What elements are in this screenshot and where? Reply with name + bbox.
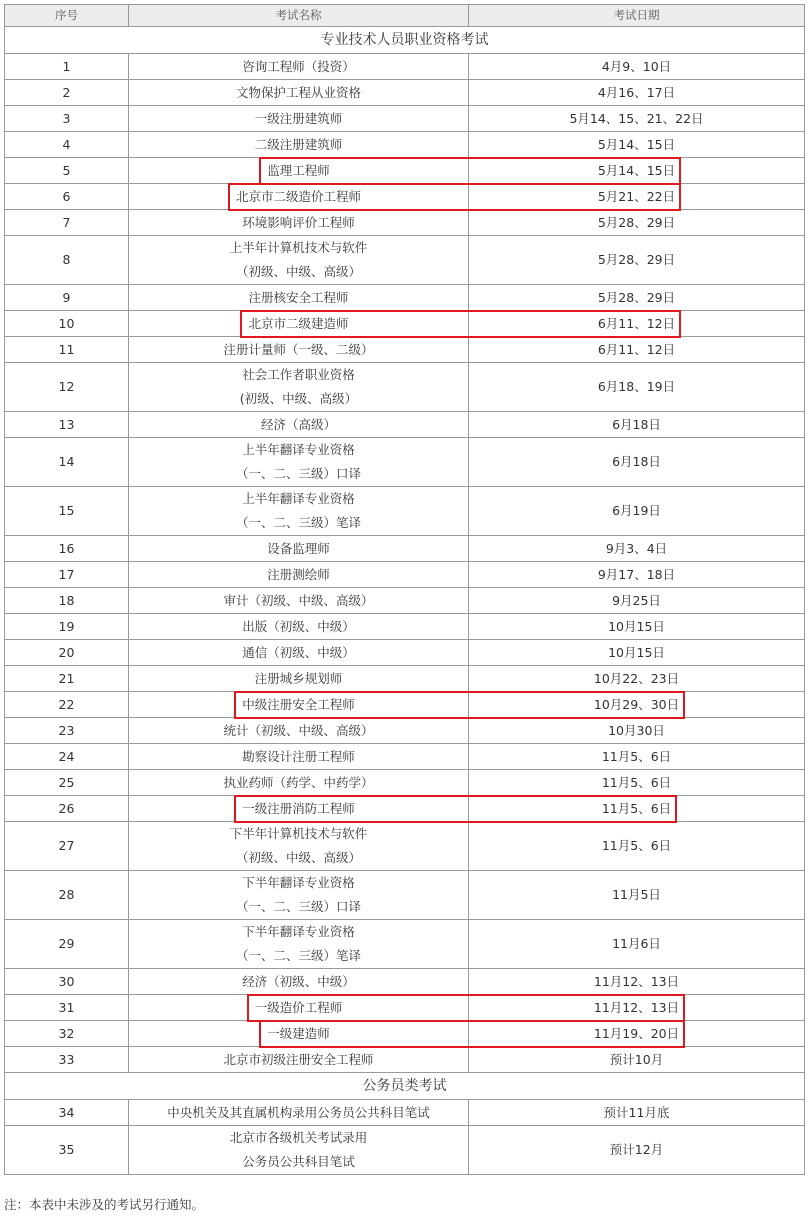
section-title: 专业技术人员职业资格考试 xyxy=(5,27,805,54)
table-row xyxy=(5,412,805,438)
table-row xyxy=(5,363,805,412)
serial-number-cell: 8 xyxy=(5,236,129,285)
exam-date-cell: 10月30日 xyxy=(469,718,805,744)
exam-date-cell: 4月16、17日 xyxy=(469,80,805,106)
table-row xyxy=(5,822,805,871)
exam-name-cell xyxy=(129,337,469,363)
exam-name-line: 社会工作者职业资格 xyxy=(242,367,355,382)
exam-name-cell xyxy=(129,744,469,770)
table-row xyxy=(5,1047,805,1073)
exam-name-cell xyxy=(129,640,469,666)
exam-name-line: （初级、中级、高级） xyxy=(235,264,361,279)
serial-number-cell: 3 xyxy=(5,106,129,132)
exam-date-cell: 6月19日 xyxy=(469,487,805,536)
exam-name-cell xyxy=(129,969,469,995)
exam-date-cell: 9月3、4日 xyxy=(469,536,805,562)
footnote: 注：本表中未涉及的考试另行通知。 xyxy=(4,1197,205,1212)
exam-date-cell: 11月5、6日 xyxy=(469,822,805,871)
exam-name-cell xyxy=(129,796,469,822)
serial-number-cell: 2 xyxy=(5,80,129,106)
exam-name-line: 北京市初级注册安全工程师 xyxy=(223,1051,374,1067)
exam-date-cell: 6月18日 xyxy=(469,412,805,438)
exam-name-line: 一级造价工程师 xyxy=(254,999,343,1015)
exam-schedule-table xyxy=(4,4,805,1175)
table-row xyxy=(5,744,805,770)
exam-name-cell xyxy=(129,692,469,718)
section-title: 公务员类考试 xyxy=(5,1073,805,1100)
exam-name-cell xyxy=(129,588,469,614)
serial-number-cell: 21 xyxy=(5,666,129,692)
exam-name-cell xyxy=(129,614,469,640)
exam-date-cell: 5月14、15日 xyxy=(469,158,805,184)
serial-number-cell: 7 xyxy=(5,210,129,236)
exam-name-line: (初级、中级、高级） xyxy=(239,391,358,406)
exam-date-cell: 10月22、23日 xyxy=(469,666,805,692)
table-row xyxy=(5,54,805,80)
exam-date-cell: 11月5、6日 xyxy=(469,770,805,796)
serial-number-cell: 22 xyxy=(5,692,129,718)
serial-number-cell: 31 xyxy=(5,995,129,1021)
table-row xyxy=(5,995,805,1021)
exam-name-line: 北京市二级造价工程师 xyxy=(235,188,361,204)
exam-name-line: （一、二、三级）口译 xyxy=(235,466,361,481)
exam-date-cell: 11月12、13日 xyxy=(469,995,805,1021)
exam-date-cell: 5月14、15日 xyxy=(469,132,805,158)
table-body xyxy=(5,27,805,1175)
serial-number-cell: 34 xyxy=(5,1100,129,1126)
serial-number-cell: 6 xyxy=(5,184,129,210)
table-row xyxy=(5,236,805,285)
serial-number-cell: 28 xyxy=(5,871,129,920)
table-row xyxy=(5,487,805,536)
exam-date-cell: 11月6日 xyxy=(469,920,805,969)
exam-name-line: 一级建造师 xyxy=(267,1025,330,1041)
exam-name-line: 经济（初级、中级） xyxy=(242,973,355,989)
exam-date-cell: 10月15日 xyxy=(469,640,805,666)
exam-date-cell: 11月19、20日 xyxy=(469,1021,805,1047)
section-header-row xyxy=(5,27,805,54)
table-row xyxy=(5,210,805,236)
exam-name-cell xyxy=(129,1126,469,1175)
serial-number-cell: 20 xyxy=(5,640,129,666)
table-row xyxy=(5,796,805,822)
exam-date-cell: 6月11、12日 xyxy=(469,337,805,363)
exam-date-cell: 5月28、29日 xyxy=(469,210,805,236)
exam-date-cell: 6月18日 xyxy=(469,438,805,487)
table-row xyxy=(5,588,805,614)
exam-name-cell xyxy=(129,80,469,106)
exam-name-cell xyxy=(129,54,469,80)
exam-date-cell: 9月25日 xyxy=(469,588,805,614)
exam-name-cell xyxy=(129,158,469,184)
table-row xyxy=(5,337,805,363)
table-header-row xyxy=(5,5,805,27)
exam-name-line: 经济（高级） xyxy=(260,416,336,432)
serial-number-cell: 10 xyxy=(5,311,129,337)
table-row xyxy=(5,285,805,311)
exam-name-line: 公务员公共科目笔试 xyxy=(242,1154,355,1169)
exam-date-cell: 预计11月底 xyxy=(469,1100,805,1126)
table-row xyxy=(5,770,805,796)
exam-date-cell: 预计10月 xyxy=(469,1047,805,1073)
serial-number-cell: 9 xyxy=(5,285,129,311)
exam-name-line: 环境影响评价工程师 xyxy=(242,214,355,230)
exam-name-line: （一、二、三级）笔译 xyxy=(235,948,361,963)
serial-number-cell: 19 xyxy=(5,614,129,640)
table-row xyxy=(5,106,805,132)
exam-date-cell: 11月5、6日 xyxy=(469,744,805,770)
serial-number-cell: 17 xyxy=(5,562,129,588)
serial-number-cell: 32 xyxy=(5,1021,129,1047)
table-row xyxy=(5,311,805,337)
table-row xyxy=(5,1021,805,1047)
exam-date-cell: 5月14、15、21、22日 xyxy=(469,106,805,132)
exam-date-cell: 预计12月 xyxy=(469,1126,805,1175)
exam-name-cell xyxy=(129,822,469,871)
serial-number-cell: 27 xyxy=(5,822,129,871)
exam-date-cell: 5月28、29日 xyxy=(469,285,805,311)
exam-name-line: 北京市各级机关考试录用 xyxy=(229,1130,368,1145)
exam-name-line: 上半年翻译专业资格 xyxy=(242,442,355,457)
exam-name-line: （一、二、三级）口译 xyxy=(235,899,361,914)
header-exam-name: 考试名称 xyxy=(129,5,469,27)
exam-name-cell xyxy=(129,285,469,311)
exam-name-cell xyxy=(129,311,469,337)
exam-date-cell: 5月28、29日 xyxy=(469,236,805,285)
serial-number-cell: 25 xyxy=(5,770,129,796)
exam-name-line: 中央机关及其直属机构录用公务员公共科目笔试 xyxy=(167,1104,430,1120)
exam-name-cell xyxy=(129,1047,469,1073)
exam-name-cell xyxy=(129,995,469,1021)
header-exam-date: 考试日期 xyxy=(469,5,805,27)
exam-name-cell xyxy=(129,718,469,744)
exam-name-line: 审计（初级、中级、高级） xyxy=(223,592,374,608)
exam-name-line: 注册测绘师 xyxy=(267,566,330,582)
table-row xyxy=(5,920,805,969)
exam-name-cell xyxy=(129,363,469,412)
exam-name-line: 下半年计算机技术与软件 xyxy=(229,826,368,841)
serial-number-cell: 26 xyxy=(5,796,129,822)
table-row xyxy=(5,80,805,106)
exam-name-line: 勘察设计注册工程师 xyxy=(242,748,355,764)
serial-number-cell: 24 xyxy=(5,744,129,770)
exam-name-line: 上半年计算机技术与软件 xyxy=(229,240,368,255)
exam-name-line: 北京市二级建造师 xyxy=(248,315,349,331)
serial-number-cell: 16 xyxy=(5,536,129,562)
table-row xyxy=(5,132,805,158)
exam-name-line: 上半年翻译专业资格 xyxy=(242,491,355,506)
serial-number-cell: 5 xyxy=(5,158,129,184)
exam-name-cell xyxy=(129,184,469,210)
table-row xyxy=(5,158,805,184)
table-row xyxy=(5,666,805,692)
serial-number-cell: 1 xyxy=(5,54,129,80)
serial-number-cell: 35 xyxy=(5,1126,129,1175)
exam-name-cell xyxy=(129,487,469,536)
exam-name-line: （初级、中级、高级） xyxy=(235,850,361,865)
table-row xyxy=(5,718,805,744)
serial-number-cell: 30 xyxy=(5,969,129,995)
exam-name-cell xyxy=(129,1021,469,1047)
exam-name-cell xyxy=(129,236,469,285)
serial-number-cell: 29 xyxy=(5,920,129,969)
table-row xyxy=(5,969,805,995)
exam-name-line: 下半年翻译专业资格 xyxy=(242,875,355,890)
exam-name-cell xyxy=(129,871,469,920)
serial-number-cell: 13 xyxy=(5,412,129,438)
serial-number-cell: 33 xyxy=(5,1047,129,1073)
exam-date-cell: 11月5、6日 xyxy=(469,796,805,822)
exam-name-line: 中级注册安全工程师 xyxy=(242,696,355,712)
exam-name-cell xyxy=(129,1100,469,1126)
exam-name-cell xyxy=(129,770,469,796)
serial-number-cell: 4 xyxy=(5,132,129,158)
exam-name-line: 执业药师（药学、中药学） xyxy=(223,774,374,790)
table-row xyxy=(5,1100,805,1126)
exam-date-cell: 6月11、12日 xyxy=(469,311,805,337)
exam-name-cell xyxy=(129,132,469,158)
exam-name-line: 注册计量师（一级、二级） xyxy=(223,341,374,357)
table-row xyxy=(5,562,805,588)
exam-name-line: 咨询工程师（投资） xyxy=(242,58,355,74)
table-row xyxy=(5,438,805,487)
exam-name-cell xyxy=(129,106,469,132)
exam-name-cell xyxy=(129,562,469,588)
exam-name-cell xyxy=(129,210,469,236)
exam-name-line: 监理工程师 xyxy=(267,162,330,178)
exam-name-line: 二级注册建筑师 xyxy=(254,136,343,152)
exam-name-cell xyxy=(129,536,469,562)
section-header-row xyxy=(5,1073,805,1100)
exam-name-line: 下半年翻译专业资格 xyxy=(242,924,355,939)
exam-date-cell: 11月12、13日 xyxy=(469,969,805,995)
exam-name-line: 注册城乡规划师 xyxy=(254,670,343,686)
serial-number-cell: 11 xyxy=(5,337,129,363)
exam-date-cell: 10月15日 xyxy=(469,614,805,640)
serial-number-cell: 14 xyxy=(5,438,129,487)
table-row xyxy=(5,640,805,666)
exam-name-line: 设备监理师 xyxy=(267,540,330,556)
table-row xyxy=(5,692,805,718)
serial-number-cell: 12 xyxy=(5,363,129,412)
exam-date-cell: 9月17、18日 xyxy=(469,562,805,588)
exam-name-line: 一级注册建筑师 xyxy=(254,110,343,126)
table-row xyxy=(5,536,805,562)
exam-name-line: 通信（初级、中级） xyxy=(242,644,355,660)
exam-date-cell: 4月9、10日 xyxy=(469,54,805,80)
exam-name-line: 注册核安全工程师 xyxy=(248,289,349,305)
exam-name-line: 文物保护工程从业资格 xyxy=(235,84,361,100)
exam-name-line: 出版（初级、中级） xyxy=(242,618,355,634)
serial-number-cell: 15 xyxy=(5,487,129,536)
exam-name-cell xyxy=(129,666,469,692)
serial-number-cell: 18 xyxy=(5,588,129,614)
exam-date-cell: 10月29、30日 xyxy=(469,692,805,718)
exam-name-line: 统计（初级、中级、高级） xyxy=(223,722,374,738)
exam-name-line: （一、二、三级）笔译 xyxy=(235,515,361,530)
table-row xyxy=(5,614,805,640)
exam-date-cell: 11月5日 xyxy=(469,871,805,920)
exam-name-cell xyxy=(129,412,469,438)
table-row xyxy=(5,184,805,210)
exam-date-cell: 5月21、22日 xyxy=(469,184,805,210)
table-row xyxy=(5,871,805,920)
serial-number-cell: 23 xyxy=(5,718,129,744)
exam-name-cell xyxy=(129,438,469,487)
header-serial-number: 序号 xyxy=(5,5,129,27)
exam-name-line: 一级注册消防工程师 xyxy=(242,800,355,816)
table-row xyxy=(5,1126,805,1175)
exam-date-cell: 6月18、19日 xyxy=(469,363,805,412)
exam-name-cell xyxy=(129,920,469,969)
